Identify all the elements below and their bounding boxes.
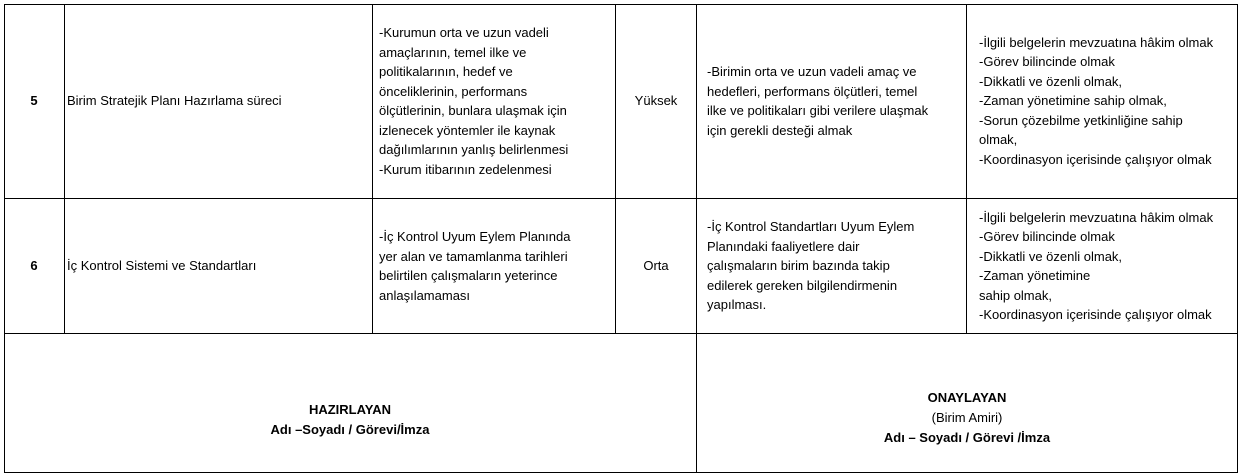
qualification-line: -Görev bilincinde olmak xyxy=(979,54,1115,70)
approved-by-cell xyxy=(697,334,1238,473)
qualification-line: -Görev bilincinde olmak xyxy=(979,229,1115,244)
control-line: hedefleri, performans ölçütleri, temel xyxy=(707,83,918,99)
qualification-cell xyxy=(967,4,1238,199)
process-name: İç Kontrol Sistemi ve Standartları xyxy=(67,258,257,274)
qualification-line: -Zaman yönetimine xyxy=(979,268,1091,283)
risk-level-cell xyxy=(616,4,697,199)
risk-line: anlaşılamaması xyxy=(379,287,471,303)
risk-line: izlenecek yöntemler ile kaynak xyxy=(379,122,556,138)
qualification-line: olmak, xyxy=(979,132,1018,148)
risk-line: belirtilen çalışmaların yeterince xyxy=(379,268,558,283)
control-line: -Birimin orta ve uzun vadeli amaç ve xyxy=(707,64,917,79)
risk-level: Orta xyxy=(643,258,669,274)
row-number: 5 xyxy=(30,93,38,109)
prepared-by-cell xyxy=(4,334,697,473)
approved-by-signature-label: Adı – Soyadı / Görevi /İmza xyxy=(883,430,1051,445)
qualification-line: -Zaman yönetimine sahip olmak, xyxy=(979,93,1167,109)
risk-line: yer alan ve tamamlanma tarihleri xyxy=(379,248,568,264)
risk-line: -İç Kontrol Uyum Eylem Planında xyxy=(379,229,571,244)
row-number-cell xyxy=(4,4,65,199)
qualification-cell xyxy=(967,199,1238,334)
qualification-line: -Koordinasyon içerisinde çalışıyor olmak xyxy=(979,307,1212,322)
approved-by-block xyxy=(697,388,1237,448)
control-line: çalışmaların birim bazında takip xyxy=(707,258,890,274)
prepared-by-block xyxy=(4,400,696,440)
control-line: yapılması. xyxy=(707,297,767,313)
control-line: -İç Kontrol Standartları Uyum Eylem xyxy=(707,219,915,235)
control-line: ilke ve politikaları gibi verilere ulaşmak xyxy=(707,103,929,118)
prepared-by-signature-label: Adı –Soyadı / Görevi/İmza xyxy=(270,422,430,437)
control-line: Planındaki faaliyetlere dair xyxy=(707,238,860,254)
control-line: edilerek gereken bilgilendirmenin xyxy=(707,277,898,293)
risk-line: amaçlarının, temel ilke ve xyxy=(379,44,527,60)
risk-line: dağılımlarının yanlış belirlenmesi xyxy=(379,142,569,157)
risk-line: -Kurum itibarının zedelenmesi xyxy=(379,161,552,177)
qualification-line: -İlgili belgelerin mevzuatına hâkim olmak xyxy=(979,209,1214,225)
control-cell xyxy=(697,199,967,334)
row-number-cell xyxy=(4,199,65,334)
risk-cell xyxy=(373,4,616,199)
risk-table xyxy=(4,4,1238,473)
qualification-line: -Koordinasyon içerisinde çalışıyor olmak xyxy=(979,151,1212,167)
qualification-line: -Dikkatli ve özenli olmak, xyxy=(979,248,1123,264)
process-name: Birim Stratejik Planı Hazırlama süreci xyxy=(67,93,282,109)
approved-by-title: ONAYLAYAN xyxy=(927,390,1007,405)
control-text xyxy=(707,62,928,140)
risk-text xyxy=(379,23,568,179)
control-cell xyxy=(697,4,967,199)
risk-level: Yüksek xyxy=(634,93,678,109)
control-line: için gerekli desteği almak xyxy=(707,122,853,138)
risk-line: politikalarının, hedef ve xyxy=(379,64,513,79)
qualification-line: -İlgili belgelerin mevzuatına hâkim olmak xyxy=(979,34,1214,50)
risk-cell xyxy=(373,199,616,334)
prepared-by-title: HAZIRLAYAN xyxy=(308,402,392,417)
approved-by-role: (Birim Amiri) xyxy=(931,410,1003,425)
risk-line: önceliklerinin, performans xyxy=(379,83,528,99)
risk-line: ölçütlerinin, bunlara ulaşmak için xyxy=(379,103,567,118)
process-cell xyxy=(65,4,373,199)
process-cell xyxy=(65,199,373,334)
risk-level-cell xyxy=(616,199,697,334)
qualification-text xyxy=(979,208,1213,325)
qualification-text xyxy=(979,33,1213,170)
row-number: 6 xyxy=(30,258,38,274)
risk-text xyxy=(379,227,570,305)
risk-line: -Kurumun orta ve uzun vadeli xyxy=(379,25,549,40)
qualification-line: -Sorun çözebilme yetkinliğine sahip xyxy=(979,112,1183,128)
qualification-line: -Dikkatli ve özenli olmak, xyxy=(979,73,1123,89)
control-text xyxy=(707,217,914,315)
qualification-line: sahip olmak, xyxy=(979,287,1052,303)
